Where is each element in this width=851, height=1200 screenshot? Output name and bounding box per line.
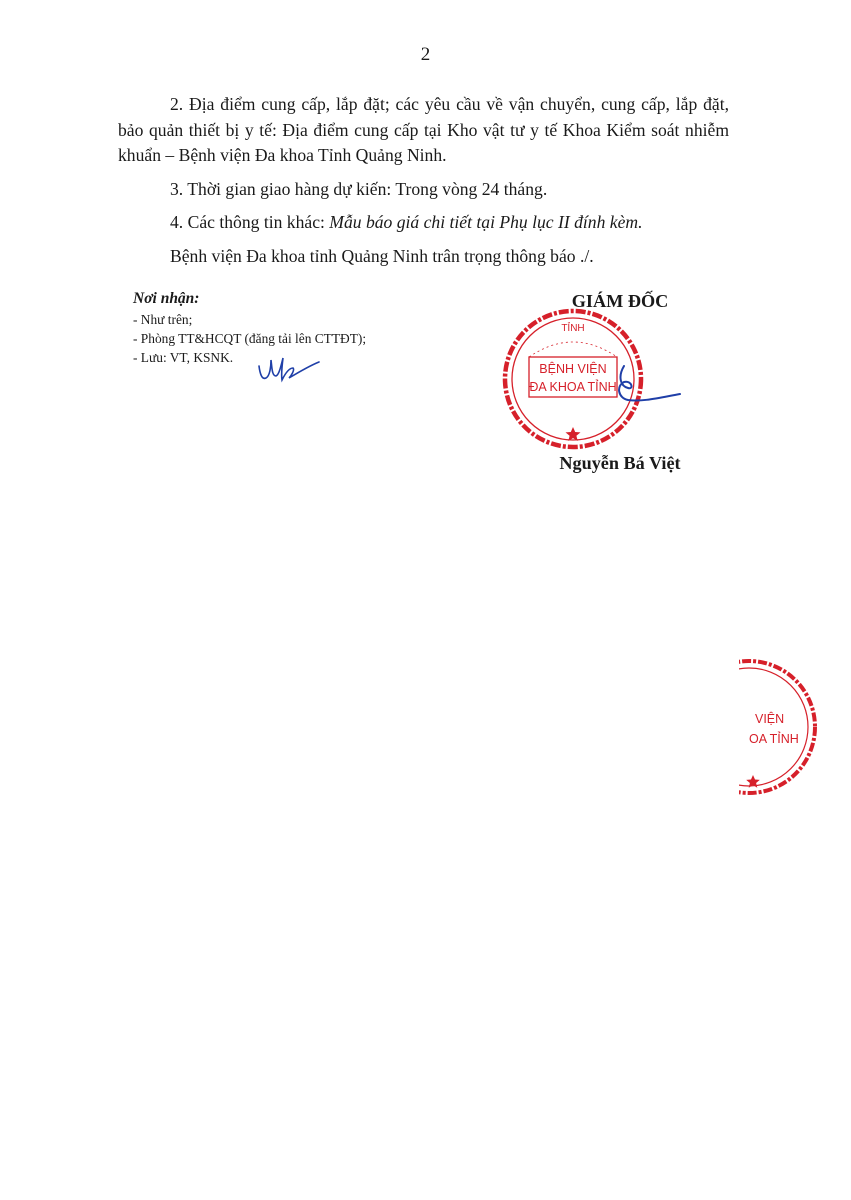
- body-text: [118, 92, 729, 270]
- other-info-italic: Mẫu báo giá chi tiết tại Phụ lục II đính kèm.: [329, 212, 643, 233]
- paragraph-closing: Bệnh viện Đa khoa tỉnh Quảng Ninh trân trọng thông báo ./.: [170, 245, 594, 266]
- initials-signature: [255, 352, 321, 386]
- recipient-item: - Như trên;: [133, 312, 193, 327]
- seal-ring-text: TỈNH: [561, 323, 585, 334]
- seal-line1: BỆNH VIỆN: [539, 362, 607, 376]
- other-info-prefix: 4. Các thông tin khác:: [170, 212, 330, 233]
- paragraph-delivery-time: 3. Thời gian giao hàng dự kiến: Trong vòng 24 tháng.: [170, 178, 548, 199]
- partial-seal-line2: OA TỈNH: [749, 732, 799, 746]
- recipient-item: - Phòng TT&HCQT (đăng tải lên CTTĐT);: [133, 331, 367, 346]
- director-signature: [598, 362, 682, 412]
- partial-seal-line1: VIỆN: [755, 712, 785, 726]
- director-title: GIÁM ĐỐC: [571, 291, 669, 311]
- director-name: Nguyễn Bá Việt: [559, 453, 681, 473]
- recipients-title: Nơi nhận:: [133, 290, 200, 307]
- seal-line2: ĐA KHOA TỈNH: [529, 380, 617, 394]
- recipient-item: - Lưu: VT, KSNK.: [133, 350, 234, 365]
- paragraph-delivery-location: 2. Địa điểm cung cấp, lắp đặt; các yêu cầu về vận chuyển, cung cấp, lắp đặt, bảo quản thiết bị y tế: Địa điểm cung cấp tại Kho vật tư y tế Khoa Kiểm soát nhiễm khuẩn – Bệnh viện Đa khoa Tỉnh Quảng Ninh.: [118, 94, 729, 166]
- page-number: 2: [420, 44, 431, 65]
- partial-seal: [739, 657, 823, 797]
- paragraph-other-info: [118, 210, 729, 236]
